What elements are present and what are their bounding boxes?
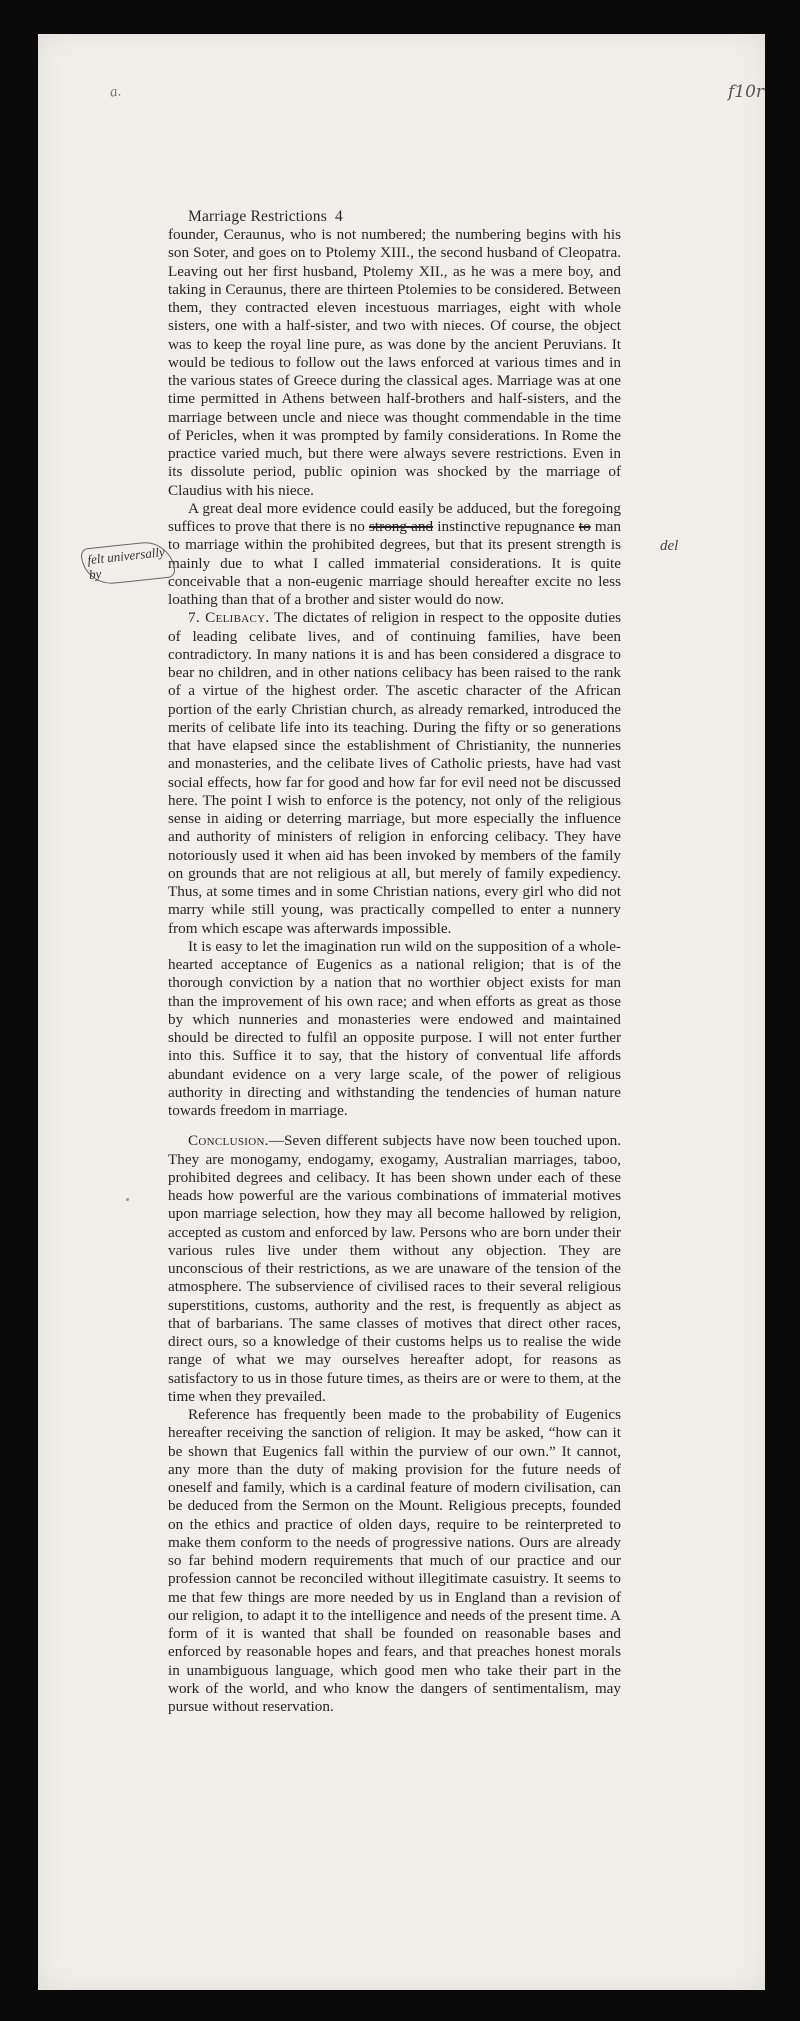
margin-note-left: felt universally by (80, 539, 175, 586)
margin-mark-dot (126, 1198, 129, 1201)
page-number: 4 (334, 208, 343, 225)
paragraph-3 (168, 609, 621, 938)
paragraph-2 (168, 500, 621, 610)
celibacy-heading: 7. Celibacy. (188, 609, 270, 627)
struck-text: strong and (369, 518, 434, 535)
paragraph-1: founder, Ceraunus, who is not numbered; the numbering begins with his son Soter, and goes on to Ptolemy XIII., the second husband of Cleopatra. Leaving out her first husband, Ptolemy XII., as he was a mere boy, and taking in Ceraunus, there are thirteen Ptolemies to be considered. Between them, they contracted eleven incestuous marriages, eight with whole sisters, one with a half-sister, and two with nieces. Of course, the object was to keep the royal line pure, as was done by the ancient Peruvians. It would be tedious to follow out the laws enforced at various times and in the various states of Greece during the classical ages. Marriage was at one time permitted in Athens between half-brothers and half-sisters, and the marriage between uncle and niece was thought commendable in the time of Pericles, when it was prompted by family considerations. In Rome the practice varied much, but there were always severe restrictions. Even in its dissolute period, public opinion was shocked by the marriage of Claudius with his niece. (168, 226, 621, 499)
paragraph-6: Reference has frequently been made to the probability of Eugenics hereafter receiving the sanction of religion. It may be asked, “how can it be shown that Eugenics fall within the purview of our own.” It cannot, any more than the duty of making provision for the future needs of oneself and family, which is a cardinal feature of modern civilisation, can be deduced from the Sermon on the Mount. Religious precepts, founded on the ethics and practice of olden days, require to be reinterpreted to make them conform to the needs of progressive nations. Ours are already so far behind modern requirements that much of our practice and our profession cannot be reconciled without illegitimate casuistry. It seems to me that few things are more needed by us in England than a revision of our religion, to adapt it to the intelligence and needs of the present time. A form of it is wanted that shall be founded on reasonable bases and enforced by reasonable hopes and fears, and that preaches honest morals in unambiguous language, which good men who take their part in the work of the world, and who know the dangers of sentimentalism, may pursue without reservation. (168, 1406, 621, 1715)
paragraph-5 (168, 1132, 621, 1406)
body-text (168, 226, 621, 1716)
corner-scribble: a. (108, 83, 123, 101)
struck-text-2: to (578, 518, 591, 535)
margin-note-del: del (660, 538, 679, 554)
running-head-title: Marriage Restrictions (188, 208, 327, 225)
folio-number: f10r (728, 82, 765, 102)
running-head (188, 208, 343, 226)
paragraph-5-text: —Seven different subjects have now been touched upon. They are monogamy, endogamy, exogamy, Australian marriages, taboo, prohibited degrees and celibacy. It has been shown under each of these heads how powerful are the various combinations of immaterial motives upon marriage selection, how they may all become hallowed by religion, accepted as custom and enforced by law. Persons who are born under their various rules live under them without any objection. They are unconscious of their restrictions, as we are unaware of the tension of the atmosphere. The subservience of civilised races to their several religious superstitions, customs, authority and the rest, is frequently as abject as that of barbarians. The same classes of motives that direct other races, direct ours, so a knowledge of their customs helps us to realise the wide range of what we may ourselves hereafter adopt, for reasons as satisfactory to us in those future times, as theirs are or were to them, at the time when they prevailed. (168, 1132, 621, 1405)
paragraph-3-text: The dictates of religion in respect to the opposite duties of leading celibate lives, and of continuing families, have been contradictory. In many nations it is and has been considered a disgrace to bear no children, and in other nations celibacy has been raised to the rank of a virtue of the highest order. The ascetic character of the African portion of the early Christian church, as already remarked, introduced the merits of celibate life into its teaching. During the fifty or so generations that have elapsed since the establishment of Christianity, the nunneries and monasteries, and the celibate lives of Catholic priests, have had vast social effects, how far for good and how far for evil need not be discussed here. The point I wish to enforce is the potency, not only of the religious sense in aiding or deterring marriage, but more especially the influence and authority of ministers of religion in enforcing celibacy. They have notoriously used it when aid has been invoked by members of the family on grounds that are not religious at all, but merely of family expediency. Thus, at some times and in some Christian nations, every girl who did not marry while still young, was practically compelled to enter a nunnery from which escape was afterwards impossible. (168, 609, 621, 937)
paragraph-2-part-b: instinctive repugnance (437, 518, 575, 535)
paragraph-2-part-c: man to marriage within the prohibited degrees, but that its present strength is mainly due to what I called immaterial considerations. It is quite conceivable that a non-eugenic marriage should hereafter excite no less loathing than that of a brother and sister would do now. (168, 518, 622, 608)
paragraph-4: It is easy to let the imagination run wild on the supposition of a whole-hearted acceptance of Eugenics as a national religion; that is of the thorough conviction by a nation that no worthier object exists for man than the improvement of his own race; and when efforts as great as those by which nunneries and monasteries were endowed and maintained should be directed to fulfil an opposite purpose. I will not enter further into this. Suffice it to say, that the history of conventual life affords abundant evidence on a very large scale, of the power of religious authority in directing and withstanding the tendencies of human nature towards freedom in marriage. (168, 937, 621, 1119)
paragraph-2-part-a: A great deal more evidence could easily be adduced, but the foregoing suffices to prove that there is no (168, 499, 621, 535)
conclusion-heading: Conclusion. (188, 1132, 269, 1150)
